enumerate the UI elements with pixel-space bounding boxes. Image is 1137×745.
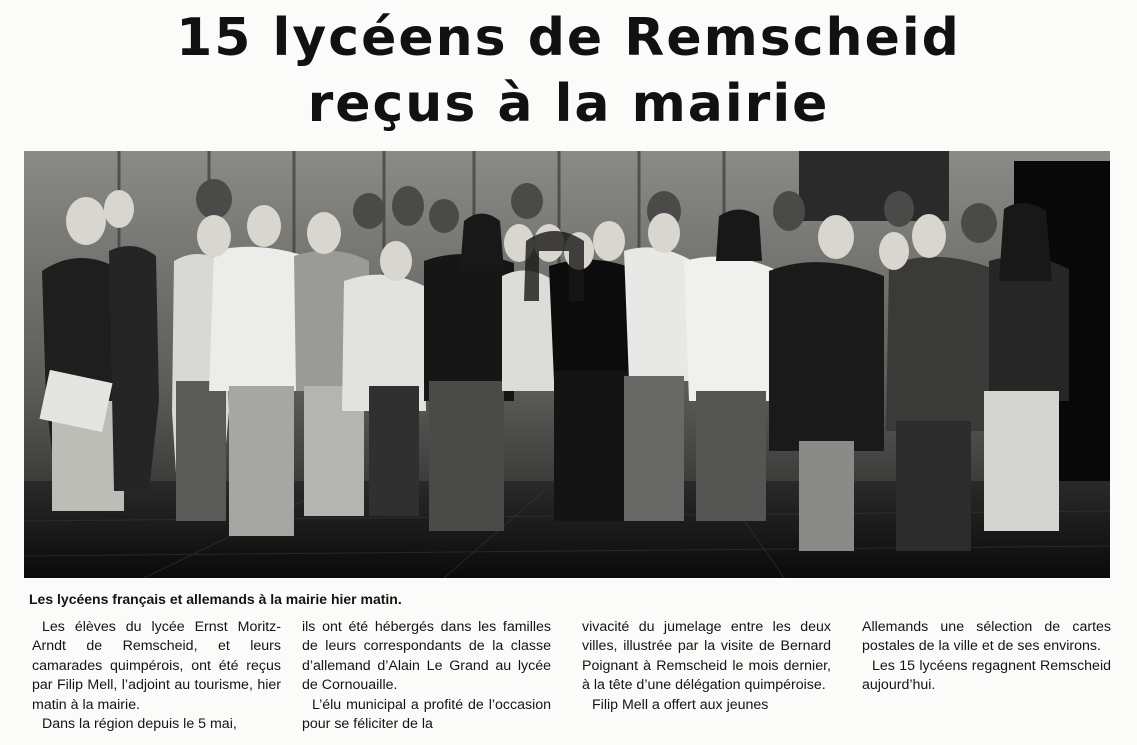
paragraph: L’élu municipal a profité de l’occasion pour se féliciter de la bbox=[302, 696, 551, 733]
headline-line-1: 15 lycéens de Remscheid bbox=[176, 8, 961, 68]
paragraph: Filip Mell a offert aux jeunes bbox=[592, 696, 769, 713]
paragraph: vivacité du jumelage entre les deux villes, illustrée par la visite de Bernard Poignant à Remscheid le mois dernier, à la tête d’une délégation quimpéroise. bbox=[582, 619, 831, 694]
paragraph: Allemands une sélection de cartes postales de la ville et de ses environs. bbox=[862, 619, 1111, 655]
paragraph: Dans la région depuis le 5 mai, bbox=[42, 716, 237, 733]
group-photo bbox=[24, 151, 1110, 578]
group-photo-illustration bbox=[24, 151, 1110, 578]
photo-caption: Les lycéens français et allemands à la mairie hier matin. bbox=[29, 591, 402, 607]
article-column-1 bbox=[32, 618, 281, 733]
paragraph: ils ont été hébergés dans les familles de leurs correspondants de la classe d’allemand d’Alain Le Grand au lycée de Cornouaille. bbox=[302, 619, 551, 694]
paragraph: Les élèves du lycée Ernst Moritz-Arndt de Remscheid, et leurs camarades quimpérois, ont été reçus par Filip Mell, l’adjoint au tourisme, hier matin à la mairie. bbox=[32, 619, 281, 713]
paragraph: Les 15 lycéens regagnent Remscheid aujourd’hui. bbox=[862, 657, 1111, 694]
article-column-3 bbox=[582, 618, 831, 733]
article-column-4 bbox=[862, 618, 1111, 733]
article-column-2 bbox=[302, 618, 551, 733]
headline-line-2: reçus à la mairie bbox=[307, 74, 830, 134]
